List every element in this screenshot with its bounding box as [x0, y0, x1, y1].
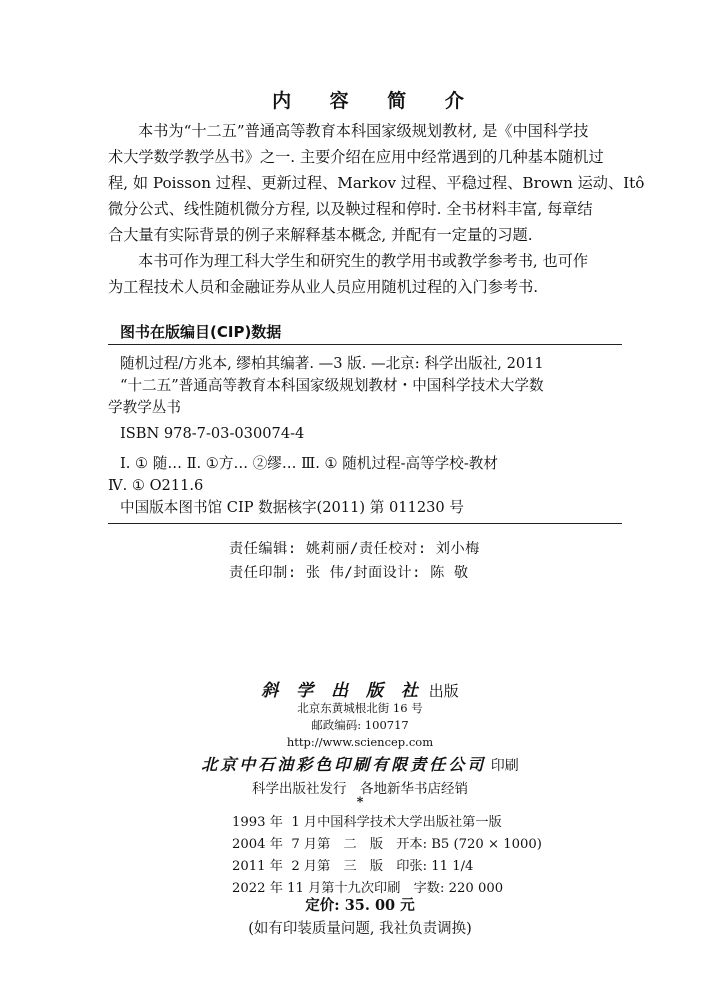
price: 定价: 35. 00 元: [305, 897, 415, 914]
edition-line: 1993 年 1 月中国科学技术大学出版社第一版: [232, 815, 502, 830]
quality-notice: (如有印装质量问题, 我社负责调换): [248, 921, 472, 937]
cip-line: 随机过程/方兆本, 缪柏其编著. —3 版. —北京: 科学出版社, 2011: [120, 355, 544, 372]
summary-line: 微分公式、线性随机微分方程, 以及鞅过程和停时. 全书材料丰富, 每章结: [108, 200, 593, 218]
cip-line: I. ① 随… Ⅱ. ①方… ②缪… Ⅲ. ① 随机过程-高等学校-教材: [120, 455, 498, 472]
summary-line: 为工程技术人员和金融证券从业人员应用随机过程的入门参考书.: [108, 278, 539, 296]
summary-paragraph-1: [108, 118, 645, 248]
separator-star: *: [356, 795, 364, 810]
staff-line: 责任编辑: 姚莉丽/责任校对: 刘小梅: [229, 541, 480, 557]
publisher-suffix: 出版: [428, 682, 459, 700]
publisher-line: [0, 676, 720, 701]
distribution-line: 科学出版社发行 各地新华书店经销: [252, 781, 468, 797]
cip-line: ISBN 978-7-03-030074-4: [120, 425, 305, 442]
summary-line: 术大学数学教学丛书》之一. 主要介绍在应用中经常遇到的几种基本随机过: [108, 148, 604, 166]
cip-line: Ⅳ. ① O211.6: [108, 477, 204, 494]
cip-top-rule: [108, 344, 622, 345]
publisher-url: http://www.sciencep.com: [286, 735, 434, 749]
publisher-name: 斜 学 出 版 社: [261, 681, 424, 701]
cip-bottom-rule: [108, 523, 622, 524]
printer-name: 北京中石油彩色印刷有限责任公司: [201, 755, 487, 774]
cip-classification: [108, 453, 622, 519]
printer-suffix: 印刷: [490, 758, 519, 774]
edition-line: 2011 年 2 月第 三 版 印张: 11 1/4: [232, 859, 474, 874]
cip-line: “十二五”普通高等教育本科国家级规划教材・中国科学技术大学数: [120, 377, 544, 394]
publisher-address: 北京东黄城根北街 16 号: [297, 701, 423, 715]
printer-line: [0, 752, 720, 775]
edition-line: 2004 年 7 月第 二 版 开本: B5 (720 × 1000): [232, 837, 542, 852]
staff-credits: [229, 537, 480, 585]
publisher-postcode: 邮政编码: 100717: [311, 718, 409, 732]
edition-info: [232, 812, 542, 900]
summary-line: 合大量有实际背景的例子来解释基本概念, 并配有一定量的习题.: [108, 226, 533, 244]
summary-line: 本书为“十二五”普通高等教育本科国家级规划教材, 是《中国科学技: [138, 122, 589, 140]
staff-line: 责任印制: 张 伟/封面设计: 陈 敬: [229, 565, 469, 581]
summary-line: 本书可作为理工科大学生和研究生的教学用书或教学参考书, 也可作: [138, 252, 589, 270]
cip-isbn: [108, 423, 622, 445]
summary-line: 程, 如 Poisson 过程、更新过程、Markov 过程、平稳过程、Brown 运动、Itô: [108, 174, 645, 192]
cip-data: [108, 353, 622, 419]
cip-line: 学教学丛书: [108, 399, 181, 416]
cip-line: 中国版本图书馆 CIP 数据核字(2011) 第 011230 号: [120, 499, 464, 516]
edition-line: 2022 年 11 月第十九次印刷 字数: 220 000: [232, 881, 504, 896]
cip-heading: 图书在版编目(CIP)数据: [120, 323, 282, 341]
summary-title: 内 容 简 介: [272, 90, 480, 112]
summary-paragraph-2: [108, 248, 628, 300]
